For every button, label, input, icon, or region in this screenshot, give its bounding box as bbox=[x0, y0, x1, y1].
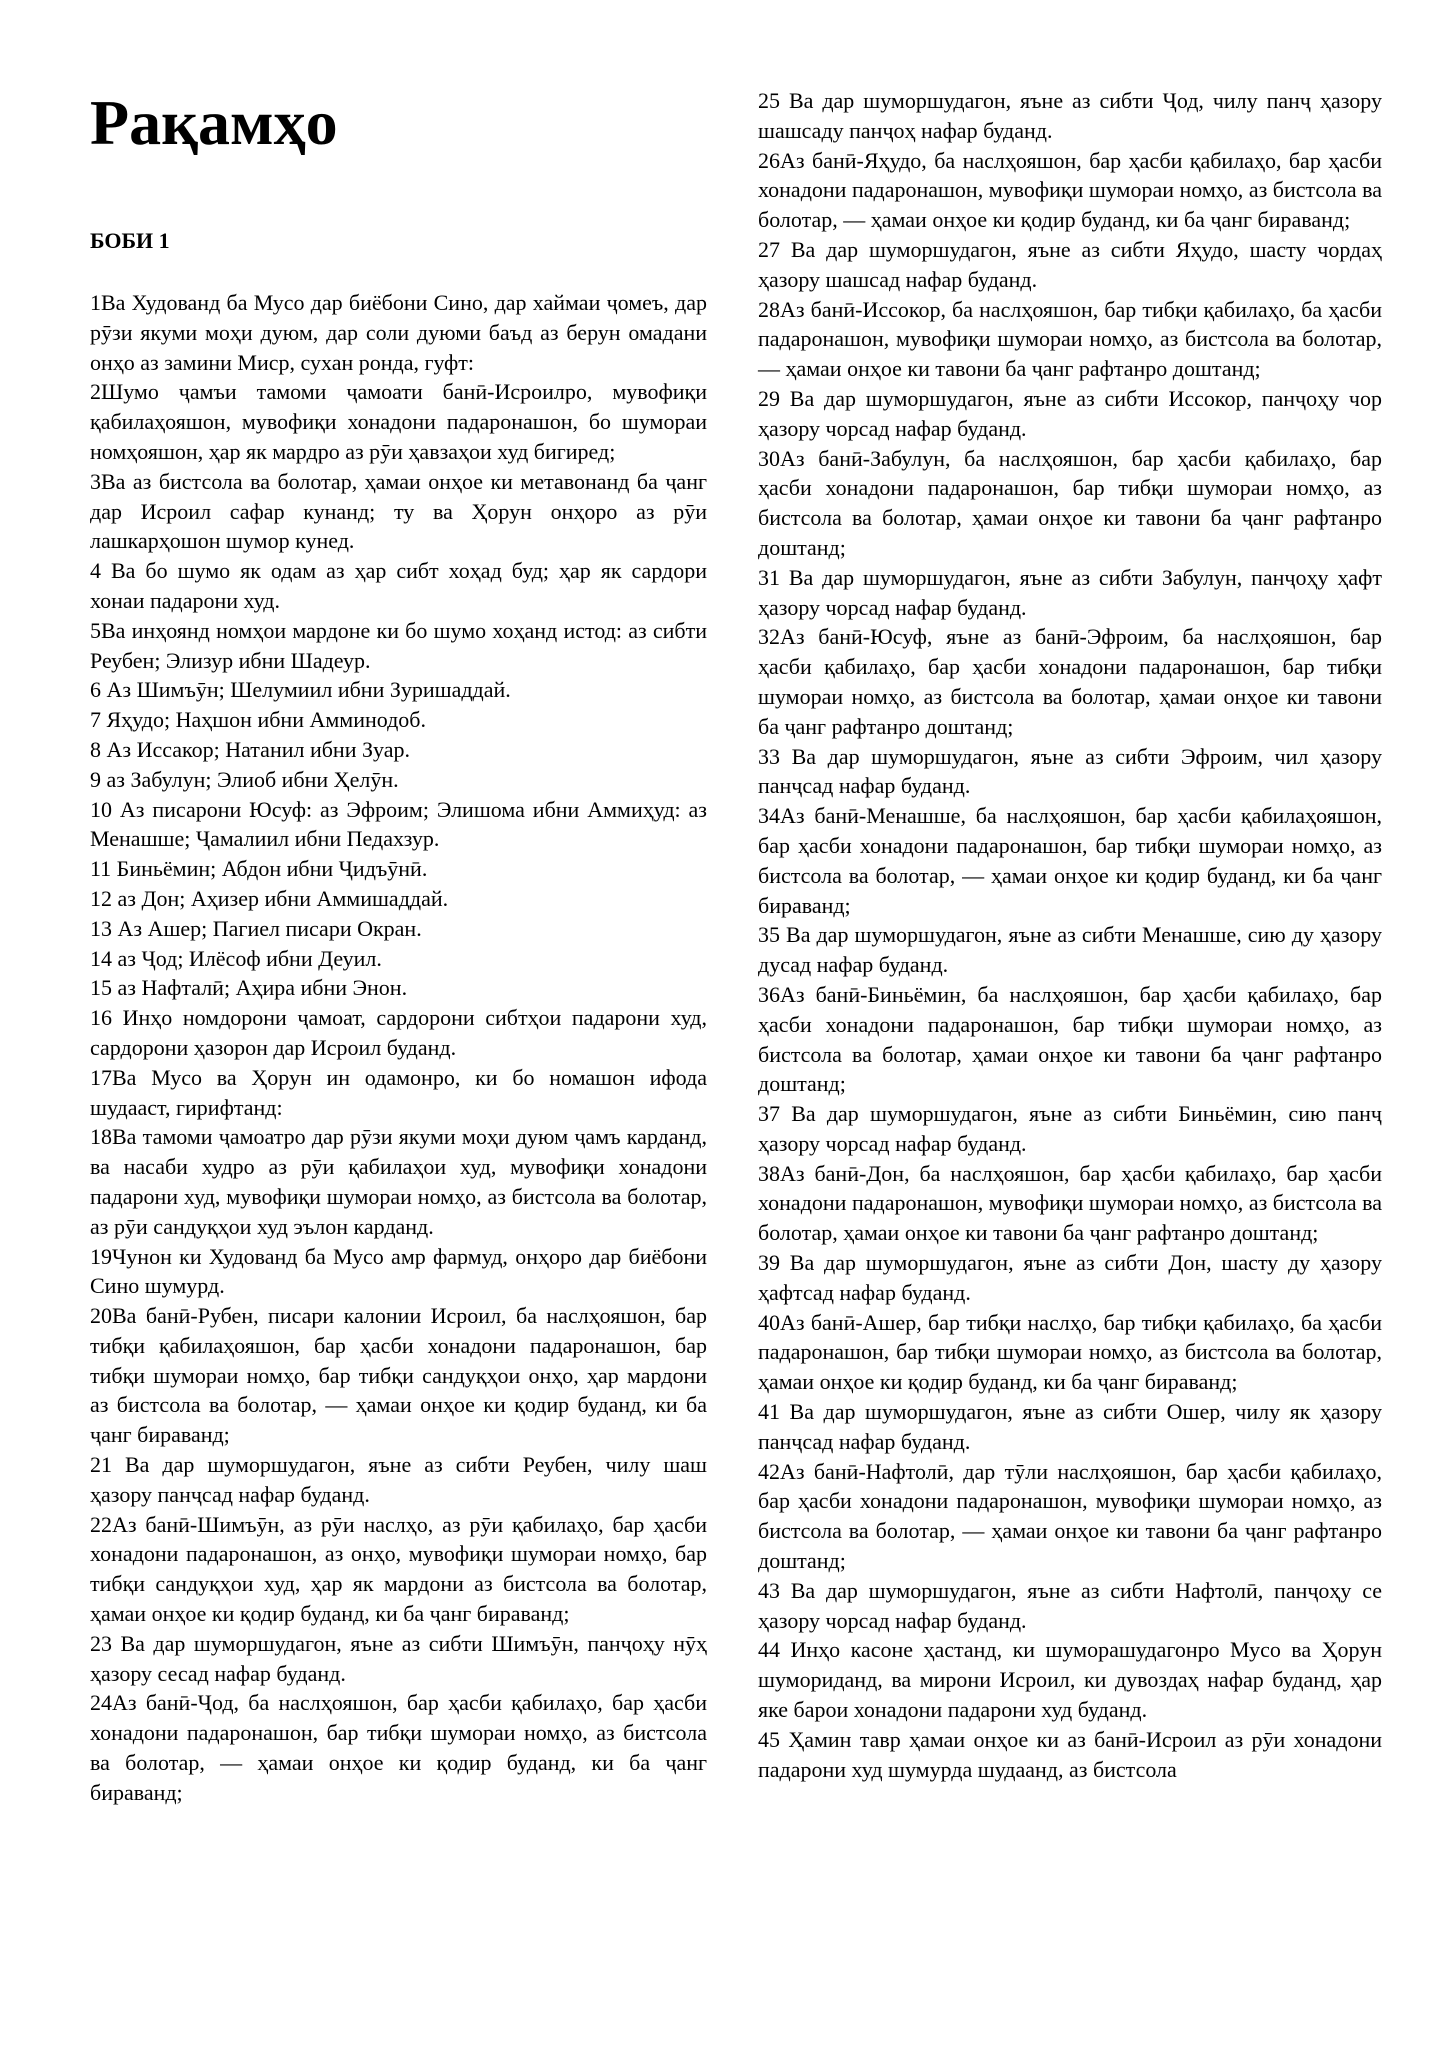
verse-paragraph: 32Аз банӣ-Юсуф, яъне аз банӣ-Эфроим, ба наслҳояшон, бар ҳасби қабилаҳо, бар ҳасби хонадони падаронашон, бар тибқи шумораи номҳо, аз бистсола ва болотар, ҳамаи онҳое ки тавони ба ҷанг рафтанро доштанд; bbox=[758, 624, 1382, 739]
verse-paragraph: 11 Биньёмин; Абдон ибни Ҷидъӯнӣ. bbox=[90, 856, 428, 882]
verse-paragraph: 38Аз банӣ-Дон, ба наслҳояшон, бар ҳасби қабилаҳо, бар ҳасби хонадони падаронашон, мувофиқи шумораи номҳо, аз бистсола ва болотар, ҳамаи онҳое ки тавони ба ҷанг рафтанро доштанд; bbox=[758, 1160, 1382, 1246]
verse-paragraph: 13 Аз Ашер; Пагиел писари Окран. bbox=[90, 915, 422, 941]
verse-paragraph: 20Ва банӣ-Рубен, писари калонии Исроил, ба наслҳояшон, бар тибқи қабилаҳояшон, бар ҳасби хонадони падаронашон, бар тибқи шумораи номҳо, бар тибқи сандуқҳои онҳо, ҳар мардони аз бистсола ва болотар, — ҳамаи онҳое ки қодир буданд, ки ба ҷанг бираванд; bbox=[90, 1303, 707, 1448]
verse-paragraph: 10 Аз писарони Юсуф: аз Эфроим; Элишома ибни Аммиҳуд: аз Менашше; Ҷамалиил ибни Педахзур. bbox=[90, 796, 707, 852]
verse-paragraph: 27 Ва дар шуморшудагон, яъне аз сибти Яҳудо, шасту чордаҳ ҳазору шашсад нафар буданд. bbox=[758, 236, 1382, 292]
verse-paragraph: 39 Ва дар шуморшудагон, яъне аз сибти Дон, шасту ду ҳазору ҳафтсад нафар буданд. bbox=[758, 1250, 1382, 1305]
chapter-heading: БОБИ 1 bbox=[90, 228, 170, 253]
verse-paragraph: 42Аз банӣ-Нафтолӣ, дар тӯли наслҳояшон, бар ҳасби қабилаҳо, бар ҳасби хонадони падаронашон, мувофиқи шумораи номҳо, аз бистсола ва болотар, — ҳамаи онҳое ки тавони ба ҷанг рафтанро доштанд; bbox=[758, 1458, 1382, 1574]
verse-paragraph: 17Ва Мусо ва Ҳорун ин одамонро, ки бо номашон ифода шудааст, гирифтанд: bbox=[90, 1064, 707, 1120]
verse-paragraph: 1Ва Худованд ба Мусо дар биёбони Сино, дар хаймаи ҷомеъ, дар рӯзи якуми моҳи дуюм, дар соли дуюми баъд аз берун омадани онҳо аз замини Миср, сухан ронда, гуфт: bbox=[90, 290, 707, 375]
verse-paragraph: 16 Инҳо номдорони ҷамоат, сардорони сибтҳои падарони худ, сардорони ҳазорон дар Исроил буданд. bbox=[90, 1005, 707, 1060]
right-text-column bbox=[758, 86, 1382, 1784]
verse-paragraph: 30Аз банӣ-Забулун, ба наслҳояшон, бар ҳасби қабилаҳо, бар ҳасби хонадони падаронашон, бар тибқи шумораи номҳо, аз бистсола ва болотар, ҳамаи онҳое ки тавони ба ҷанг рафтанро доштанд; bbox=[758, 445, 1382, 560]
verse-paragraph: 19Чунон ки Худованд ба Мусо амр фармуд, онҳоро дар биёбони Сино шумурд. bbox=[90, 1243, 707, 1299]
verse-paragraph: 45 Ҳамин тавр ҳамаи онҳое ки аз банӣ-Исроил аз рӯи хонадони падарони худ шумурда шудаанд, аз бистсола bbox=[758, 1726, 1382, 1782]
verse-paragraph: 15 аз Нафталӣ; Аҳира ибни Энон. bbox=[90, 975, 408, 1001]
verse-paragraph: 26Аз банӣ-Яҳудо, ба наслҳояшон, бар ҳасби қабилаҳо, бар ҳасби хонадони падаронашон, мувофиқи шумораи номҳо, аз бистсола ва болотар, — ҳамаи онҳое ки қодир буданд, ки ба ҷанг бираванд; bbox=[758, 147, 1382, 233]
verse-paragraph: 28Аз банӣ-Иссокор, ба наслҳояшон, бар тибқи қабилаҳо, ба ҳасби падаронашон, мувофиқи шумораи номҳо, аз бистсола ва болотар, — ҳамаи онҳое ки тавони ба ҷанг рафтанро доштанд; bbox=[758, 296, 1382, 382]
verse-paragraph: 36Аз банӣ-Биньёмин, ба наслҳояшон, бар ҳасби қабилаҳо, бар ҳасби хонадони падаронашон, бар тибқи шумораи номҳо, аз бистсола ва болотар, ҳамаи онҳое ки тавони ба ҷанг рафтанро доштанд; bbox=[758, 981, 1382, 1097]
verse-paragraph: 43 Ва дар шуморшудагон, яъне аз сибти Нафтолӣ, панҷоҳу се ҳазору чорсад нафар буданд. bbox=[758, 1577, 1382, 1633]
left-text-column bbox=[90, 288, 707, 1808]
verse-paragraph: 21 Ва дар шуморшудагон, яъне аз сибти Реубен, чилу шаш ҳазору панҷсад нафар буданд. bbox=[90, 1452, 707, 1507]
verse-paragraph: 12 аз Дон; Аҳизер ибни Аммишаддай. bbox=[90, 885, 449, 911]
verse-paragraph: 25 Ва дар шуморшудагон, яъне аз сибти Ҷод, чилу панҷ ҳазору шашсаду панҷоҳ нафар буданд. bbox=[758, 88, 1382, 143]
verse-paragraph: 31 Ва дар шуморшудагон, яъне аз сибти Забулун, панҷоҳу ҳафт ҳазору чорсад нафар буданд. bbox=[758, 564, 1382, 620]
verse-paragraph: 8 Аз Иссакор; Натанил ибни Зуар. bbox=[90, 736, 410, 762]
verse-paragraph: 22Аз банӣ-Шимъӯн, аз рӯи наслҳо, аз рӯи қабилаҳо, бар ҳасби хонадони падаронашон, аз онҳо, мувофиқи шумораи номҳо, бар тибқи сандуқҳои худ, ҳар як мардони аз бистсола ва болотар, ҳамаи онҳое ки қодир буданд, ки ба ҷанг бираванд; bbox=[90, 1511, 707, 1627]
verse-paragraph: 18Ва тамоми ҷамоатро дар рӯзи якуми моҳи дуюм ҷамъ карданд, ва насаби худро аз рӯи қабилаҳои худ, мувофиқи хонадони падарони худ, мувофиқи шумораи номҳо, аз бистсола ва болотар, аз рӯи сандуқҳои худ эълон карданд. bbox=[90, 1124, 707, 1239]
verse-paragraph: 9 аз Забулун; Элиоб ибни Ҳелӯн. bbox=[90, 766, 399, 792]
verse-paragraph: 6 Аз Шимъӯн; Шелумиил ибни Зуришаддай. bbox=[90, 677, 511, 703]
verse-paragraph: 4 Ва бо шумо як одам аз ҳар сибт хоҳад буд; ҳар як сардори хонаи падарони худ. bbox=[90, 558, 707, 613]
verse-paragraph: 29 Ва дар шуморшудагон, яъне аз сибти Иссокор, панҷоҳу чор ҳазору чорсад нафар буданд. bbox=[758, 385, 1382, 441]
verse-paragraph: 35 Ва дар шуморшудагон, яъне аз сибти Менашше, сию ду ҳазору дусад нафар буданд. bbox=[758, 922, 1382, 978]
verse-paragraph: 14 аз Ҷод; Илёсоф ибни Деуил. bbox=[90, 945, 382, 971]
verse-paragraph: 41 Ва дар шуморшудагон, яъне аз сибти Ошер, чилу як ҳазору панҷсад нафар буданд. bbox=[758, 1399, 1382, 1454]
verse-paragraph: 23 Ва дар шуморшудагон, яъне аз сибти Шимъӯн, панҷоҳу нӯҳ ҳазору сесад нафар буданд. bbox=[90, 1630, 707, 1686]
verse-paragraph: 34Аз банӣ-Менашше, ба наслҳояшон, бар ҳасби қабилаҳояшон, бар ҳасби хонадони падаронашон, бар тибқи шумораи номҳо, аз бистсола ва болотар, — ҳамаи онҳое ки қодир буданд, ки ба ҷанг бираванд; bbox=[758, 803, 1382, 918]
verse-paragraph: 24Аз банӣ-Ҷод, ба наслҳояшон, бар ҳасби қабилаҳо, бар ҳасби хонадони падаронашон, бар тибқи шумораи номҳо, аз бистсола ва болотар, — ҳамаи онҳое ки қодир буданд, ки ба ҷанг бираванд; bbox=[90, 1690, 707, 1805]
verse-paragraph: 3Ва аз бистсола ва болотар, ҳамаи онҳое ки метавонанд ба ҷанг дар Исроил сафар кунанд; ту ва Ҳорун онҳоро аз рӯи лашкарҳошон шумор кунед. bbox=[90, 468, 707, 554]
verse-paragraph: 5Ва инҳоянд номҳои мардоне ки бо шумо хоҳанд истод: аз сибти Реубен; Элизур ибни Шадеур. bbox=[90, 617, 707, 673]
verse-paragraph: 7 Яҳудо; Наҳшон ибни Амминодоб. bbox=[90, 707, 427, 733]
verse-paragraph: 33 Ва дар шуморшудагон, яъне аз сибти Эфроим, чил ҳазору панҷсад нафар буданд. bbox=[758, 743, 1382, 799]
verse-paragraph: 40Аз банӣ-Ашер, бар тибқи наслҳо, бар тибқи қабилаҳо, ба ҳасби падаронашон, бар тибқи шумораи номҳо, аз бистсола ва болотар, ҳамаи онҳое ки қодир буданд, ки ба ҷанг бираванд; bbox=[758, 1309, 1382, 1395]
verse-paragraph: 44 Инҳо касоне ҳастанд, ки шуморашудагонро Мусо ва Ҳорун шумориданд, ва мирони Исроил, ки дувоздаҳ нафар буданд, ҳар яке барои хонадони падарони худ буданд. bbox=[758, 1637, 1382, 1723]
verse-paragraph: 2Шумо ҷамъи тамоми ҷамоати банӣ-Исроилро, мувофиқи қабилаҳояшон, мувофиқи хонадони падаронашон, бо шумораи номҳояшон, ҳар як мардро аз рӯи ҳавзаҳои худ бигиред; bbox=[90, 379, 707, 464]
book-title: Рақамҳо bbox=[90, 87, 338, 158]
verse-paragraph: 37 Ва дар шуморшудагон, яъне аз сибти Биньёмин, сию панҷ ҳазору чорсад нафар буданд. bbox=[758, 1101, 1382, 1156]
